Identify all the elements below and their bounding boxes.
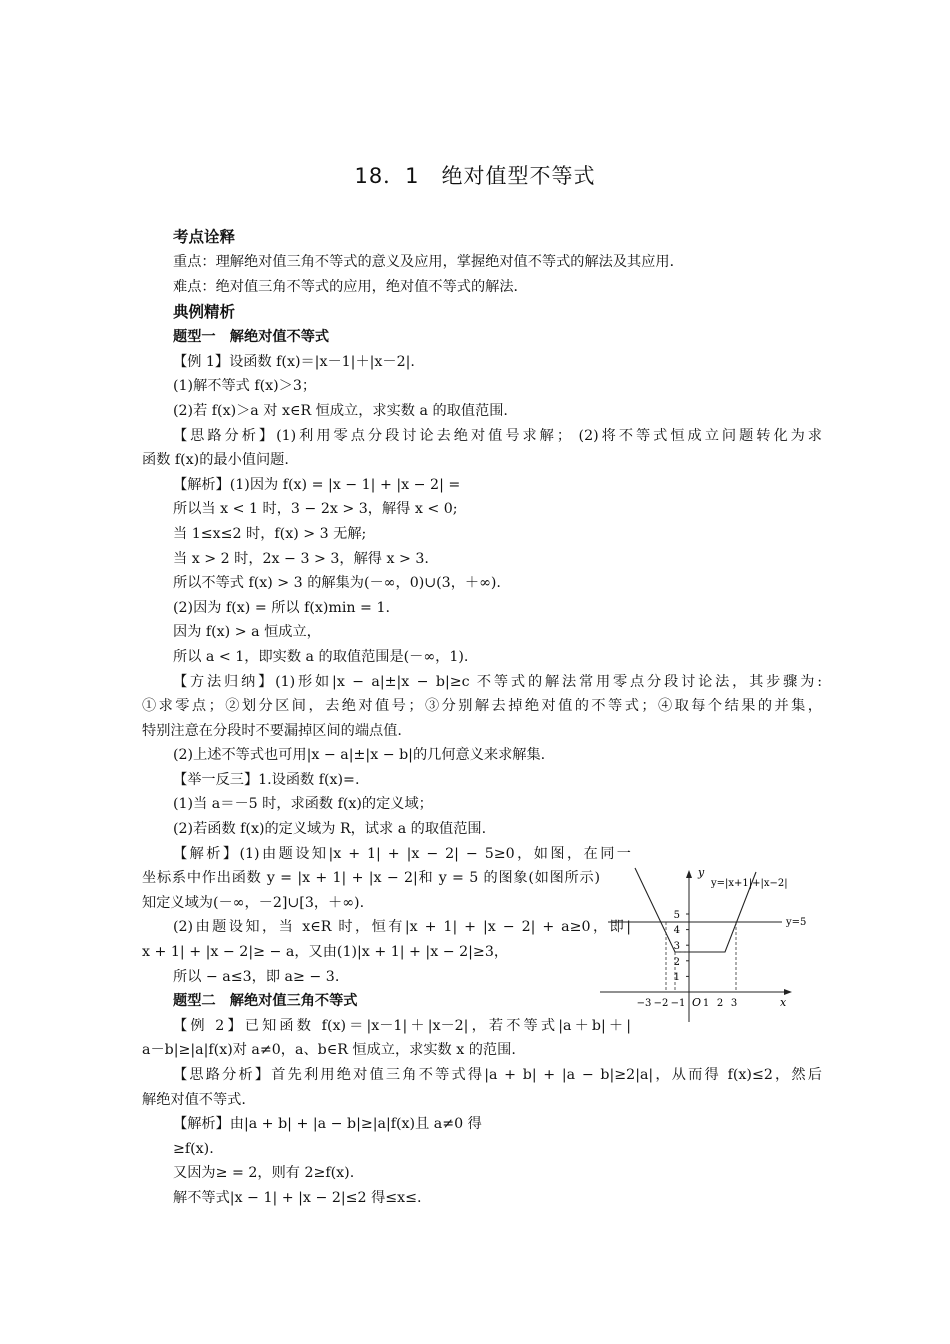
x-tick-label: −1 bbox=[670, 998, 686, 1009]
practice-part-1: (1)当 a＝－5 时，求函数 f(x)的定义域； bbox=[173, 796, 433, 813]
type-two-heading: 题型二 解绝对值三角不等式 bbox=[173, 993, 358, 1010]
page-title: 18．1 绝对值型不等式 bbox=[354, 164, 596, 188]
section-kaodian: 考点诠释 bbox=[173, 228, 236, 246]
function-graph-figure bbox=[598, 862, 816, 1026]
y-tick-label: 3 bbox=[673, 941, 680, 952]
x-tick-label: −3 bbox=[636, 998, 652, 1009]
x-axis-arrow-icon bbox=[784, 989, 792, 995]
solution-2-line: 解不等式|x − 1| + |x − 2|≤2 得≤x≤. bbox=[173, 1189, 422, 1206]
y-tick-label: 5 bbox=[673, 910, 680, 921]
difficult-point-text: 难点：绝对值三角不等式的应用，绝对值不等式的解法． bbox=[173, 278, 528, 295]
solution-2-line: 【解析】由|a + b| + |a − b|≥|a|f(x)且 a≠0 得 bbox=[173, 1116, 482, 1133]
example-1-part-1: (1)解不等式 f(x)＞3； bbox=[173, 378, 317, 395]
example-2-line-1: 【例 2】已知函数 f(x)＝|x－1|＋|x－2|，若不等式|a＋b|＋| bbox=[173, 1017, 631, 1034]
type-one-heading: 题型一 解绝对值不等式 bbox=[173, 329, 330, 346]
solution-line: 因为 f(x) > a 恒成立， bbox=[173, 624, 321, 641]
example-1-part-2: (2)若 f(x)＞a 对 x∈R 恒成立，求实数 a 的取值范围. bbox=[173, 402, 508, 419]
document-body bbox=[142, 224, 822, 1211]
x-tick-label: 2 bbox=[716, 998, 724, 1009]
solution-line: 【解析】(1)因为 f(x) = |x − 1| + |x − 2| = bbox=[173, 476, 461, 493]
x-tick-label: 1 bbox=[702, 998, 710, 1009]
example-1-statement: 【例 1】设函数 f(x)＝|x－1|＋|x－2|. bbox=[173, 353, 415, 370]
line-label: y=5 bbox=[786, 917, 807, 928]
method-line-2: ①求零点；②划分区间，去绝对值号；③分别解去掉绝对值的不等式；④取每个结果的并集， bbox=[142, 698, 822, 715]
analysis-2-line-2: 解绝对值不等式. bbox=[142, 1091, 246, 1108]
y-axis-arrow-icon bbox=[686, 870, 692, 878]
y-tick-label: 4 bbox=[673, 925, 680, 936]
method-line-3: 特别注意在分段时不要漏掉区间的端点值. bbox=[142, 722, 402, 739]
solution-line: 当 x > 2 时，2x − 3 > 3，解得 x > 3. bbox=[173, 550, 429, 567]
solution-2-line: 又因为≥ = 2，则有 2≥f(x). bbox=[173, 1165, 355, 1182]
example-2-line-2: a－b|≥|a|f(x)对 a≠0，a、b∈R 恒成立，求实数 x 的范围. bbox=[142, 1042, 516, 1059]
solution-line: 所以当 x < 1 时，3 − 2x > 3，解得 x < 0; bbox=[173, 501, 458, 518]
practice-solution-line: 知定义域为(－∞，－2]∪[3，＋∞). bbox=[142, 894, 365, 911]
practice-statement: 【举一反三】1.设函数 f(x)=. bbox=[173, 771, 360, 788]
y-tick-label: 1 bbox=[673, 972, 680, 983]
practice-solution-line: (2)由题设知，当 x∈R 时，恒有|x + 1| + |x − 2| + a≥0，即| bbox=[173, 919, 631, 936]
analysis-line-2: 函数 f(x)的最小值问题. bbox=[142, 452, 289, 469]
function-graph bbox=[598, 862, 816, 1026]
solution-line: 当 1≤x≤2 时，f(x) > 3 无解; bbox=[173, 525, 367, 542]
y-axis-label: y bbox=[698, 866, 705, 879]
method-line-4: (2)上述不等式也可用|x − a|±|x − b|的几何意义来求解集. bbox=[173, 747, 546, 764]
key-point-text: 重点：理解绝对值三角不等式的意义及应用，掌握绝对值不等式的解法及其应用． bbox=[173, 254, 684, 270]
solution-line: 所以不等式 f(x) > 3 的解集为(－∞，0)∪(3，＋∞). bbox=[173, 575, 501, 592]
x-tick-label: −2 bbox=[653, 998, 669, 1009]
practice-solution-line: x + 1| + |x − 2|≥ − a，又由(1)|x + 1| + |x − 2|≥3， bbox=[142, 944, 509, 961]
practice-solution-line: 所以 − a≤3，即 a≥ − 3. bbox=[173, 968, 340, 985]
x-axis-label: x bbox=[780, 996, 787, 1009]
origin-label: O bbox=[692, 996, 702, 1009]
solution-2-line: ≥f(x). bbox=[173, 1140, 214, 1157]
x-tick-label: 3 bbox=[730, 998, 738, 1009]
analysis-2-line-1: 【思路分析】首先利用绝对值三角不等式得|a + b| + |a − b|≥2|a|，从而得 f(x)≤2，然后 bbox=[173, 1067, 822, 1083]
practice-part-2: (2)若函数 f(x)的定义域为 R，试求 a 的取值范围. bbox=[173, 821, 487, 838]
section-dianli: 典例精析 bbox=[173, 303, 236, 322]
method-line-1: 【方法归纳】(1)形如|x − a|±|x − b|≥c 不等式的解法常用零点分段讨论法，其步骤为: bbox=[173, 673, 822, 690]
practice-solution-line: 坐标系中作出函数 y = |x + 1| + |x − 2|和 y = 5 的图象(如图所示) bbox=[142, 870, 600, 887]
solution-line: 所以 a < 1，即实数 a 的取值范围是(－∞，1). bbox=[173, 648, 469, 665]
y-tick-label: 2 bbox=[673, 957, 680, 968]
solution-line: (2)因为 f(x) = 所以 f(x)min = 1. bbox=[173, 599, 390, 616]
practice-solution-line: 【解析】(1)由题设知|x + 1| + |x − 2| − 5≥0，如图，在同一 bbox=[173, 845, 631, 862]
curve-label: y=|x+1|+|x−2| bbox=[711, 878, 788, 889]
analysis-line-1: 【思路分析】(1)利用零点分段讨论去绝对值号求解； (2)将不等式恒成立问题转化为求 bbox=[173, 427, 822, 444]
